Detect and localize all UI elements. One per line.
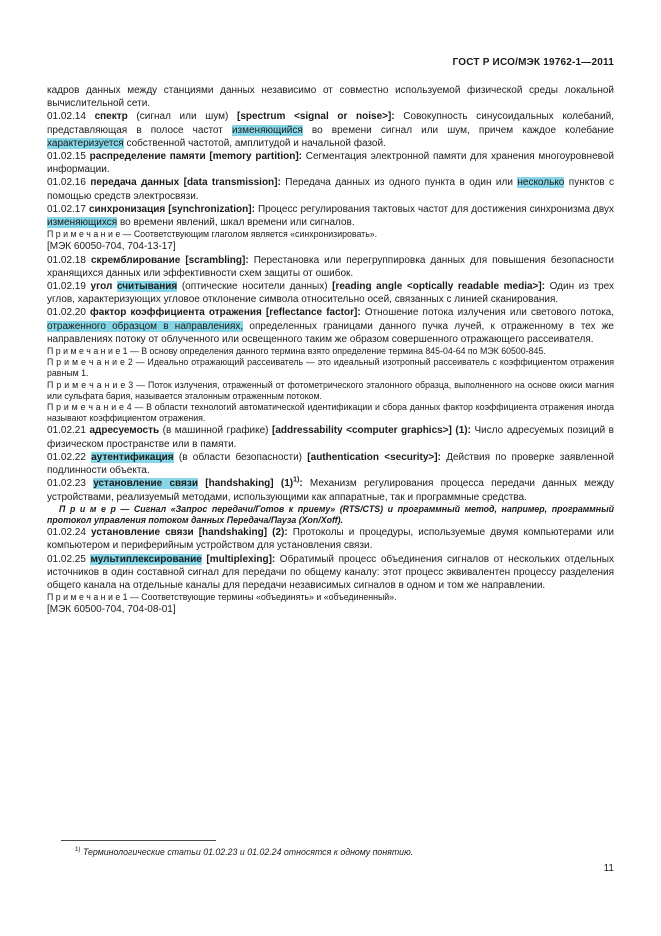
text-run: фактор коэффициента отражения [90,307,266,319]
text-run: синхронизация [88,203,169,215]
standard-number: ГОСТ Р ИСО/МЭК 19762-1—2011 [452,57,614,68]
term-entry [47,306,614,346]
term-entry [47,280,614,306]
paragraph-continuation [47,84,614,110]
term-entry [47,477,614,503]
text-run: 01.02.21 [47,425,90,437]
text-run: во времени сигнал или шум, причем каждое колебание [302,124,614,136]
highlighted-text: изменяющихся [47,217,118,229]
text-run: 01.02.22 [47,451,92,463]
text-run: Процесс регулирования тактовых частот для достижения синхронизма двух [254,203,614,215]
text-run: распределение памяти [89,151,210,163]
text-run: Один из трех углов, характеризующих угловое отклонение символа относительно осей, связанных с линией сканирования. [47,281,614,306]
highlighted-text: характеризуется [47,137,124,149]
text-run: (сигнал или шум) [127,111,237,123]
note-paragraph [47,229,614,240]
page-header [47,57,614,68]
text-run: 01.02.16 [47,177,91,189]
text-run: Передача данных из одного пункта в один или [280,177,518,189]
term-entry [47,553,614,593]
term-entry [47,526,614,552]
text-run: (в области безопасности) [173,451,308,463]
page-number: 11 [603,863,614,874]
text-run: [spectrum <signal or noise>]: [236,111,395,123]
text-run: [МЭК 60050-704, 704-13-17] [47,241,176,253]
footnote-divider [61,840,216,841]
text-run: П р и м е ч а н и е 1 — Соответствующие термины «объединять» и «объединенный». [47,592,397,603]
text-run: [handshaking] (2): [198,527,288,539]
text-run: 01.02.24 [47,527,91,539]
text-run: [reflectance factor]: [265,307,361,319]
text-run: пунктов с помощью средств электросвязи. [47,177,614,202]
text-run: [authentication <security>]: [307,451,441,463]
footnote-area [47,840,614,858]
text-run: П р и м е ч а н и е 4 — В области технологий автоматической идентификации и сбора данных фактор коэффициента отражения иногда называют коэффициентом отражения. [47,402,614,424]
term-entry [47,203,614,229]
text-run: : [299,478,303,490]
text-run: Число адресуемых позиций в физическом пространстве или в памяти. [47,425,614,450]
highlighted-text: аутентификация [91,451,174,463]
source-reference [47,240,614,253]
text-run: 1) [293,476,300,484]
text-run: П р и м е ч а н и е 3 — Поток излучения, отраженный от фотометрического эталонного образца, выполненного на основе окиси магния или сульфата бария, называется эталонным отраженным потоком. [47,379,614,401]
highlighted-text: установление связи [93,478,199,490]
text-run: [memory partition]: [209,151,302,163]
text-run: [synchronization]: [168,203,255,215]
term-entry [47,254,614,280]
text-run: (в машинной графике) [159,425,273,437]
note-paragraph [47,357,614,379]
highlighted-text: мультиплексирование [90,553,202,565]
text-run: Механизм регулирования процесса передачи данных между устройствами, реализуемый методами, использующими как аппаратные, так и программные средства. [47,478,614,503]
text-run: скремблирование [90,254,186,266]
text-run: 01.02.19 [47,281,91,293]
text-run: [scrambling]: [185,254,249,266]
text-run: П р и м е р — Сигнал «Запрос передачи/Готов к приему» (RTS/CTS) и программный метод, например, программный протокол управления потоком данных Передача/Пауза (Xon/Xoff). [47,503,614,525]
text-run: определенных границами данного пучка лучей, к отраженному в тех же направлениях потоку от облученного или освещенного таким же образом совершенного отражающего рассеивателя. [47,320,614,345]
text-run: собственной частотой, амплитудой и начальной фазой. [123,137,386,149]
text-run: [handshaking] (1) [205,478,294,490]
text-run: П р и м е ч а н и е 1 — В основу определения данного термина взято определение термина 845-04-64 по МЭК 60500-845. [47,346,546,357]
text-run: Совокупность синусоидальных колебаний, представляющая в полосе частот [47,111,614,136]
text-run: 01.02.14 [47,111,95,123]
highlighted-text: изменяющийся [231,124,303,136]
note-paragraph [47,592,614,603]
source-reference [47,603,614,616]
text-run: Протоколы и процедуры, используемые двумя компьютерами или компьютером и периферийным устройством для установления связи. [47,527,614,552]
text-run: 01.02.18 [47,254,91,266]
text-run: Действия по проверке заявленной подлинности объекта. [47,451,614,477]
footnote [47,847,614,858]
term-entry [47,150,614,176]
text-run: Сегментация электронной памяти для хранения многоуровневой информации. [47,151,614,176]
text-run: передача данных [90,177,184,189]
text-run: адресуемость [89,425,160,437]
text-run: Отношение потока излучения или светового потока, [360,307,614,319]
text-run: [addressability <computer graphics>] (1): [272,425,471,437]
term-entry [47,424,614,450]
term-entry [47,176,614,202]
text-run: [МЭК 60500-704, 704-08-01] [47,604,176,616]
term-entry [47,451,614,477]
text-run: 01.02.23 [47,478,94,490]
text-run: [reading angle <optically readable media>]: [332,281,546,293]
text-run: (оптические носители данных) [177,281,333,293]
text-run: 01.02.15 [47,151,90,163]
text-run: угол [90,281,117,293]
text-run: установление связи [91,527,199,539]
note-paragraph [47,346,614,357]
text-run: [data transmission]: [183,177,281,189]
text-run: П р и м е ч а н и е — Соответствующим глаголом является «синхронизировать». [47,229,378,240]
example-paragraph [47,504,614,526]
text-run: кадров данных между станциями данных независимо от совместно используемой физической среды локальной вычислительной сети. [47,85,614,110]
footnote-marker: 1) [75,846,81,854]
text-run: Перестановка или перегруппировка данных для повышения безопасности хранящихся данных или эффективности схем защиты от ошибок. [47,254,614,279]
note-paragraph [47,402,614,424]
text-run: 01.02.20 [47,307,91,319]
highlighted-text: считывания [116,281,178,293]
footnote-body-text: Терминологические статьи 01.02.23 и 01.02.24 относятся к одному понятию. [82,847,414,857]
highlighted-text: несколько [517,177,565,189]
text-run: 01.02.25 [47,553,91,565]
highlighted-text: отраженного образцом в направлениях, [47,320,244,332]
note-paragraph [47,380,614,402]
text-run: [multiplexing]: [206,553,276,565]
term-entry [47,110,614,150]
text-run: П р и м е ч а н и е 2 — Идеально отражающий рассеиватель — это идеальный изотропный рассеиватель с коэффициентом отражения равным 1. [47,357,614,379]
text-run: 01.02.17 [47,203,89,215]
text-run: во времени явлений, шкал времени или сигналов. [117,217,355,229]
text-run: спектр [94,111,128,123]
document-blocks [47,84,614,617]
text-run: Обратимый процесс объединения сигналов от нескольких отдельных источников в один составной сигнал для передачи по общему каналу: этот процесс эквивалентен процессу разделения общего канала на отдельные каналы для передачи независимых сигналов в одном и том же направлении. [47,553,614,591]
